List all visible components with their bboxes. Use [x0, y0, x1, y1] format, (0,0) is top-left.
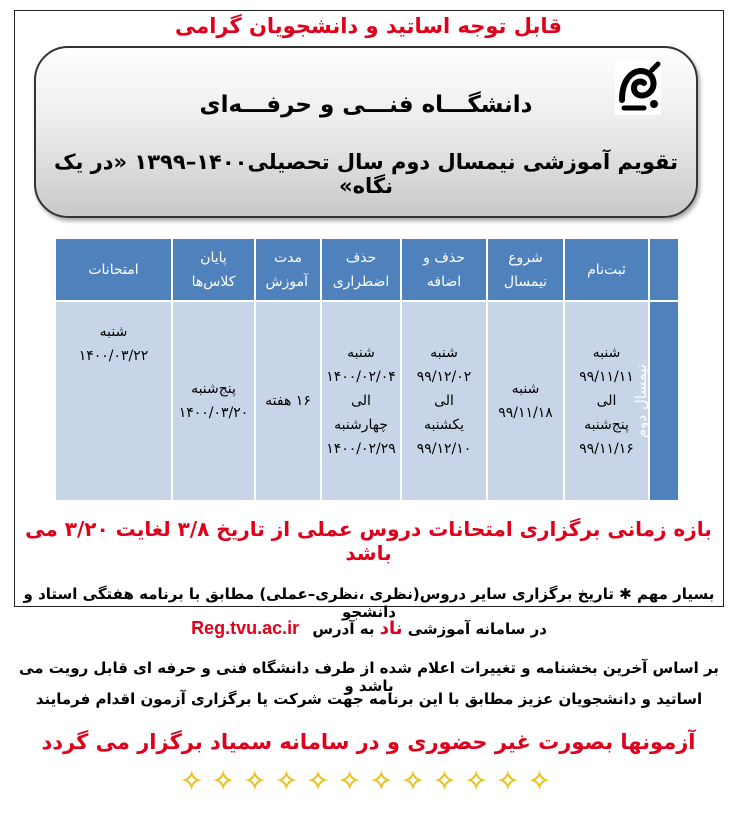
practical-exam-line: بازه زمانی برگزاری امتحانات دروس عملی از تاریخ ۳/۸ لغایت ۳/۲۰ می باشد: [25, 517, 712, 565]
cell-add-drop: [401, 301, 487, 501]
header-semester-start-label: شروع نیمسال: [503, 249, 548, 290]
academic-calendar-table: [54, 237, 680, 502]
header-duration: [255, 238, 321, 301]
semester-label: نیمسال دوم: [631, 363, 650, 438]
final-line: آزمونها بصورت غیر حضوری و در سامانه سمیاد برگزار می گردد: [41, 730, 696, 754]
header-add-drop-label: حذف و اضافه: [423, 249, 465, 290]
system-note: [14, 618, 724, 639]
cell-exams-text: شنبه ۱۴۰۰/۰۳/۲۲: [78, 324, 149, 364]
header-emergency-drop-label: حذف اضطراری: [332, 249, 390, 290]
university-name: دانشگـــاه فنـــی و حرفـــه‌ای: [199, 92, 533, 118]
table-row: [55, 301, 679, 501]
calendar-title: تقویم آموزشی نیمسال دوم سال تحصیلی۱۴۰۰–۱۳۹۹ «در یک نگاه»: [53, 150, 679, 198]
header-corner: [649, 238, 679, 301]
header-registration: ثبت‌نام: [564, 238, 649, 301]
cell-emergency-drop: [321, 301, 401, 501]
instruction-note: اساتید و دانشجویان عزیز مطابق با این برنامه جهت شرکت یا برگزاری آزمون اقدام فرمایند: [35, 690, 703, 708]
system-name: ناد: [379, 618, 403, 639]
system-note-before: در سامانه آموزشی: [407, 620, 547, 638]
header-classes-end: [172, 238, 255, 301]
cell-add-drop-text: شنبه ۹۹/۱۲/۰۲ الی یکشنبه ۹۹/۱۲/۱۰: [416, 345, 472, 457]
table-header-row: [55, 238, 679, 301]
header-semester-start: [487, 238, 564, 301]
header-add-drop: [401, 238, 487, 301]
notice-title: قابل توجه اساتید و دانشجویان گرامی: [174, 14, 563, 38]
important-note: بسیار مهم ✱ تاریخ برگزاری سایر دروس(نظری ،نظری–عملی) مطابق با برنامه هفتگی استاد و دانشجو: [23, 585, 715, 621]
system-url-link[interactable]: Reg.tvu.ac.ir: [191, 618, 300, 638]
cell-semester-start-text: شنبه ۹۹/۱۱/۱۸: [498, 381, 553, 421]
cell-exams: [55, 301, 172, 501]
header-classes-end-label: پایان کلاس‌ها: [191, 249, 236, 290]
cell-registration-text: شنبه ۹۹/۱۱/۱۱ الی پنج‌شنبه ۹۹/۱۱/۱۶: [579, 345, 634, 457]
system-note-after: به آدرس: [312, 620, 375, 638]
semester-cell: [631, 301, 679, 501]
header-exams: امتحانات: [55, 238, 172, 301]
header-emergency-drop: [321, 238, 401, 301]
cell-semester-start: [487, 301, 564, 501]
cell-emergency-drop-text: شنبه ۱۴۰۰/۰۲/۰۴ الی چهارشنبه ۱۴۰۰/۰۲/۲۹: [326, 345, 396, 457]
cell-duration: ۱۶ هفته: [255, 301, 321, 501]
decorative-stars-icon: ✧✧✧✧✧✧✧✧✧✧✧✧: [180, 766, 560, 797]
header-duration-label: مدت آموزش: [265, 249, 308, 290]
cell-classes-end: [172, 301, 255, 501]
cell-classes-end-text: پنج‌شنبه ۱۴۰۰/۰۳/۲۰: [178, 381, 249, 421]
directive-note: بر اساس آخرین بخشنامه و تغییرات اعلام شده از طرف دانشگاه فنی و حرفه ای قابل رویت می باشد و: [19, 659, 719, 695]
